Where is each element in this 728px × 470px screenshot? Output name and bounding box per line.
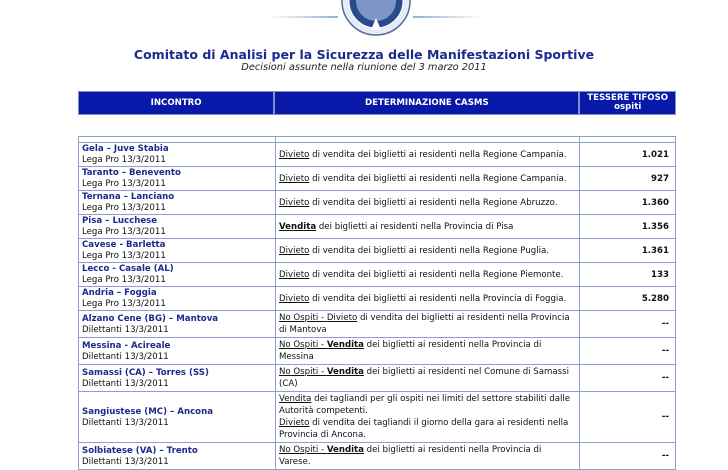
decision-keyword: Vendita — [278, 394, 312, 404]
ministry-seal-icon — [341, 0, 411, 36]
decision-prefix: No Ospiti - — [278, 445, 327, 455]
match-name: Gela – Juve Stabia — [82, 144, 169, 154]
decisions-table — [78, 136, 676, 470]
decision-keyword: Divieto — [326, 313, 358, 323]
decision-keyword-2: Divieto — [278, 418, 310, 428]
match-league: Dilettanti 13/3/2011 — [82, 324, 169, 335]
decision-text-2: di vendita dei tagliandi il giorno della gara ai residenti nella Provincia di Ancona. — [278, 418, 569, 440]
match-cell — [79, 392, 276, 443]
table-row — [79, 392, 676, 443]
match-cell — [79, 263, 276, 287]
header-rule-right — [413, 16, 483, 18]
tessere-count: 1.360 — [579, 191, 676, 215]
match-league: Lega Pro 13/3/2011 — [82, 275, 166, 285]
decision-keyword: Divieto — [278, 197, 310, 208]
match-league: Lega Pro 13/3/2011 — [82, 251, 166, 261]
page-subtitle: Decisioni assunte nella riunione del 3 marzo 2011 — [241, 62, 487, 73]
tessere-count: 1.356 — [579, 215, 676, 239]
match-cell — [79, 287, 276, 311]
table-row — [79, 215, 676, 239]
decision-cell — [275, 143, 579, 167]
decision-cell — [275, 311, 579, 338]
tessere-count: -- — [579, 338, 676, 365]
table-row — [79, 287, 676, 311]
match-name: Cavese - Barletta — [82, 240, 166, 250]
tessere-count: 1.021 — [579, 143, 676, 167]
match-cell — [79, 338, 276, 365]
match-league: Lega Pro 13/3/2011 — [82, 299, 166, 309]
decision-cell — [275, 263, 579, 287]
decision-cell — [275, 239, 579, 263]
table-header — [78, 91, 676, 115]
decision-keyword: Divieto — [278, 245, 310, 256]
match-cell — [79, 167, 276, 191]
decision-prefix: No Ospiti - — [278, 340, 327, 350]
table-row — [79, 167, 676, 191]
decision-keyword: Divieto — [278, 149, 310, 160]
match-cell — [79, 311, 276, 338]
decision-cell — [275, 392, 579, 443]
decision-text: dei tagliandi per gli ospiti nei limiti del settore stabiliti dalle Autorità competenti. — [278, 394, 571, 416]
table-row — [79, 143, 676, 167]
decision-cell — [275, 167, 579, 191]
decision-text: di vendita dei biglietti ai residenti nella Provincia di Mantova — [278, 313, 570, 335]
match-name: Andria – Foggia — [82, 288, 157, 298]
decision-cell — [275, 365, 579, 392]
match-cell — [79, 239, 276, 263]
match-cell — [79, 443, 276, 470]
decision-keyword: Vendita — [278, 221, 317, 232]
decision-cell — [275, 215, 579, 239]
match-cell — [79, 365, 276, 392]
match-league: Lega Pro 13/3/2011 — [82, 155, 166, 165]
decision-cell — [275, 287, 579, 311]
decision-cell — [275, 191, 579, 215]
table-row — [79, 338, 676, 365]
header-rule-left — [268, 16, 338, 18]
decision-text: di vendita dei biglietti ai residenti nella Regione Campania. — [309, 149, 567, 160]
match-name: Solbiatese (VA) – Trento — [82, 445, 198, 456]
match-name: Taranto – Benevento — [82, 168, 181, 178]
decision-text: di vendita dei biglietti ai residenti nella Regione Piemonte. — [309, 269, 564, 280]
column-header-tessere-label: TESSERE TIFOSO — [587, 93, 669, 103]
table-row — [79, 365, 676, 392]
match-league: Lega Pro 13/3/2011 — [82, 179, 166, 189]
decision-keyword: Divieto — [278, 173, 310, 184]
decision-prefix: No Ospiti - — [278, 367, 327, 377]
decision-text: di vendita dei biglietti ai residenti nella Regione Campania. — [309, 173, 567, 184]
decision-text: di vendita dei biglietti ai residenti nella Provincia di Foggia. — [309, 293, 567, 304]
decision-text: di vendita dei biglietti ai residenti nella Regione Puglia. — [309, 245, 550, 256]
decision-keyword: Divieto — [278, 269, 310, 280]
table-row — [79, 443, 676, 470]
tessere-count: -- — [579, 311, 676, 338]
column-header-incontro: INCONTRO — [78, 91, 274, 115]
column-header-tessere-sub: ospiti — [614, 102, 642, 112]
decision-keyword: Vendita — [326, 445, 364, 455]
tessere-count: 5.280 — [579, 287, 676, 311]
decision-cell — [275, 443, 579, 470]
decision-keyword: Vendita — [326, 340, 364, 350]
top-decoration — [0, 0, 728, 36]
match-name: Sangiustese (MC) – Ancona — [82, 406, 213, 417]
column-header-determinazione: DETERMINAZIONE CASMS — [274, 91, 579, 115]
match-cell — [79, 191, 276, 215]
match-name: Lecco - Casale (AL) — [82, 264, 174, 274]
page-title: Comitato di Analisi per la Sicurezza delle Manifestazioni Sportive — [133, 47, 595, 62]
tessere-count: -- — [579, 392, 676, 443]
table-row — [79, 263, 676, 287]
tessere-count: 1.361 — [579, 239, 676, 263]
match-league: Dilettanti 13/3/2011 — [82, 351, 169, 362]
tessere-count: -- — [579, 365, 676, 392]
decision-text: dei biglietti ai residenti nella Provincia di Varese. — [278, 445, 542, 467]
decision-keyword: Divieto — [278, 293, 310, 304]
match-league: Dilettanti 13/3/2011 — [82, 378, 169, 389]
tessere-count: 133 — [579, 263, 676, 287]
match-name: Messina - Acireale — [82, 340, 171, 351]
match-league: Lega Pro 13/3/2011 — [82, 203, 166, 213]
match-cell — [79, 143, 276, 167]
match-name: Pisa – Lucchese — [82, 216, 158, 226]
match-cell — [79, 215, 276, 239]
decision-text: dei biglietti ai residenti nel Comune di Samassi (CA) — [278, 367, 569, 389]
column-header-tessere — [579, 91, 676, 115]
table-row — [79, 239, 676, 263]
decision-keyword: Vendita — [326, 367, 364, 377]
tessere-count: -- — [579, 443, 676, 470]
match-league: Dilettanti 13/3/2011 — [82, 456, 169, 467]
match-name: Alzano Cene (BG) – Mantova — [82, 313, 219, 324]
decision-text: di vendita dei biglietti ai residenti nella Regione Abruzzo. — [309, 197, 558, 208]
decision-text: dei biglietti ai residenti nella Provincia di Messina — [278, 340, 542, 362]
table-row — [79, 191, 676, 215]
tessere-count: 927 — [579, 167, 676, 191]
match-name: Ternana – Lanciano — [82, 192, 175, 202]
decision-prefix: No Ospiti - — [278, 313, 327, 323]
decision-text: dei biglietti ai residenti nella Provincia di Pisa — [316, 221, 514, 232]
match-league: Dilettanti 13/3/2011 — [82, 417, 169, 428]
table-row — [79, 311, 676, 338]
match-name: Samassi (CA) – Torres (SS) — [82, 367, 209, 378]
decision-cell — [275, 338, 579, 365]
match-league: Lega Pro 13/3/2011 — [82, 227, 166, 237]
